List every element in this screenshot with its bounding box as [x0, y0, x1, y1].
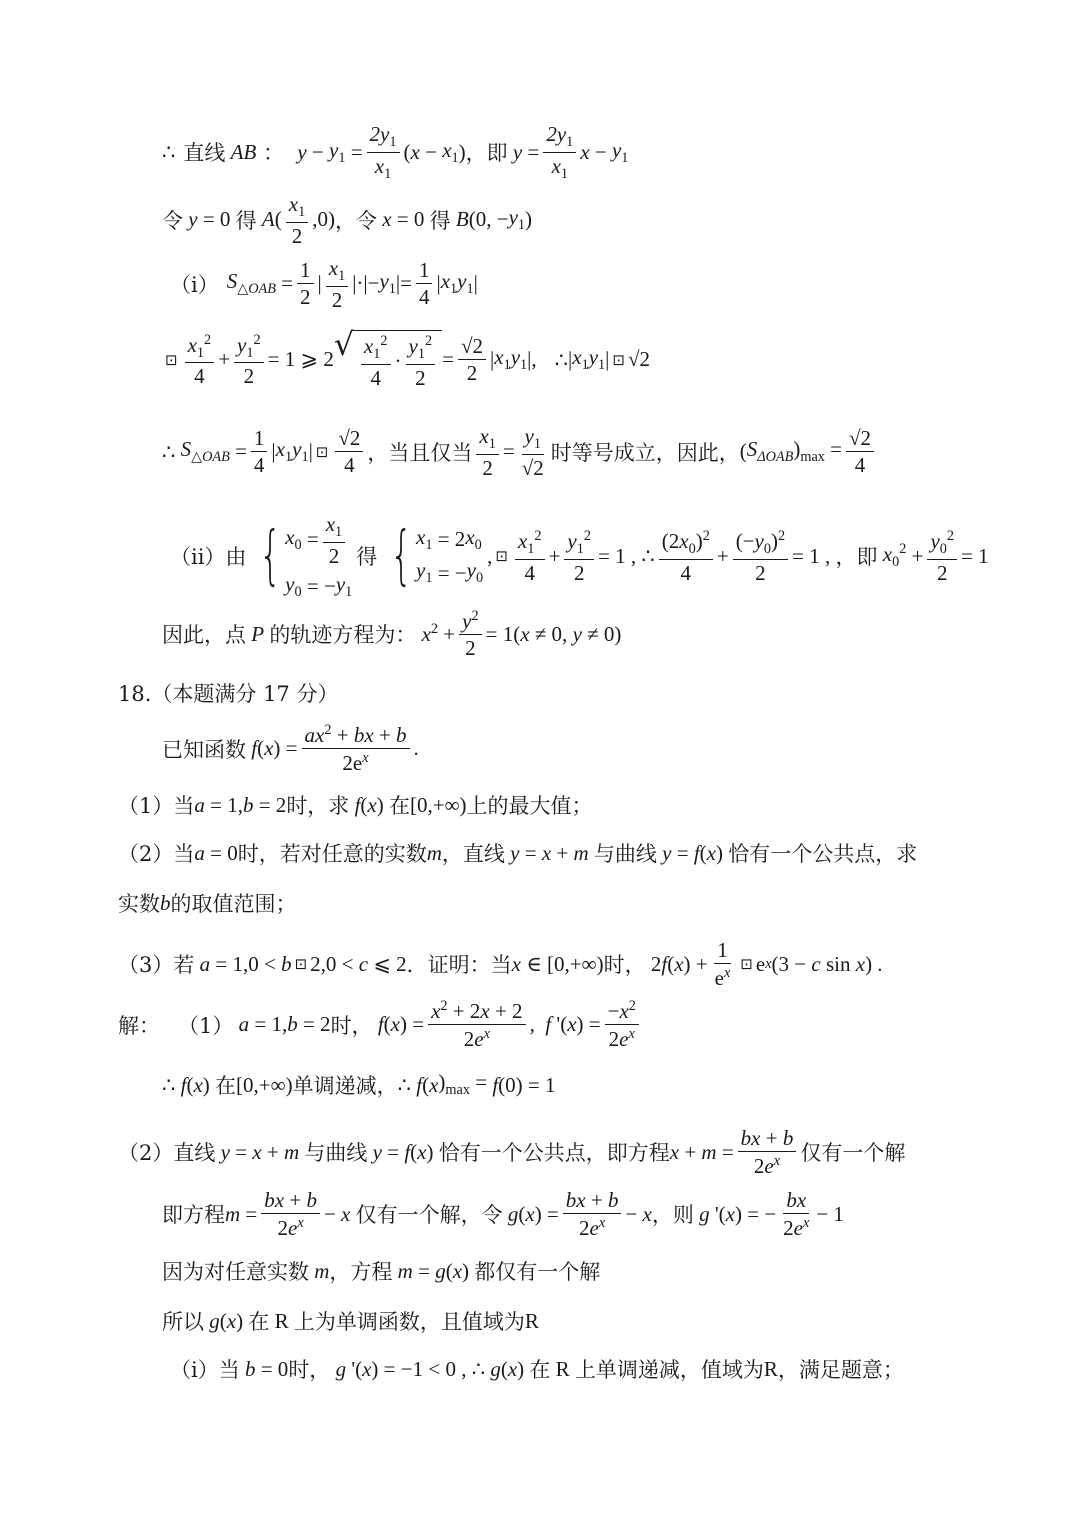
text-part-ii: （ii）由: [170, 545, 247, 570]
text-locus: 的轨迹方程为：: [269, 623, 417, 648]
text-solution: 因为对任意实数: [162, 1260, 309, 1284]
text-hence: 因此，点: [162, 623, 246, 648]
text-solution: 与曲线: [304, 1141, 368, 1166]
text-part2: （2）当: [118, 842, 195, 866]
real-set-symbol: R: [274, 1308, 289, 1333]
text-part2: ，直线: [441, 842, 505, 866]
text-solution: 即方程: [162, 1203, 225, 1228]
solution-part-2-reason: 因为对任意实数 m ，方程 m = g ( x ) 都仅有一个解: [162, 1256, 600, 1286]
text-solution: ，则: [651, 1203, 694, 1228]
text-part2: 实数: [118, 892, 160, 916]
text-solution: （2）直线: [118, 1141, 216, 1166]
question-18-heading: [118, 678, 338, 708]
unrendered-glyph: ⊡: [495, 547, 508, 566]
text-solution: 恰有一个公共点，即方程: [438, 1141, 670, 1166]
text-in: 在: [529, 1358, 551, 1382]
line-intercepts: 令 y = 0 得 A ( $\frac{x_1}{2}$ ,0) ， 令 x = 0 得 B (0, − $y_1$ ): [162, 192, 533, 248]
text-let: 令: [162, 208, 183, 233]
text-part1: 上的最大值；: [466, 794, 593, 818]
question-18-part-1: （1）当 a = 1, b = 2 时，求 f ( x ) 在 [0,+∞) 上的最大值；: [118, 790, 593, 820]
solution-part-2-case-i: （i）当 b = 0 时， g '( x ) = −1 < 0 , ∴ g ( x ) 在 R 上单调递减，值域为 R ，满足题意；: [170, 1354, 904, 1384]
question-18-part-2-cont: 实数 b 的取值范围；: [118, 888, 297, 918]
text-solution: 单调递减，: [292, 1074, 398, 1098]
text-equality-holds: 时等号成立，因此，: [550, 440, 740, 465]
heading-text: 18.（本题满分 17 分）: [118, 682, 339, 706]
text-given: 已知函数: [162, 737, 246, 762]
text-ie: ，即: [465, 141, 508, 166]
text-solution: 仅有一个解，令: [355, 1203, 503, 1228]
real-set-symbol: R: [763, 1356, 778, 1381]
line-area-i: （i） $S_{\triangle OAB}$ = $\frac{1}{2}$ | $\frac{x_1}{2}$ |·|− $y_1$ |= $\frac{1}{4}$ | $x_1y_1$ |: [170, 256, 478, 312]
text-ie: ，即: [835, 545, 878, 570]
text-part1: 时，求: [286, 794, 350, 818]
text-part1: （1）当: [118, 794, 195, 818]
text-solution: 解：: [118, 1013, 160, 1038]
line-am-gm: ⊡ $\frac{x_1^2}{4}$ + $\frac{y_1^2}{2}$ = 1 ⩾ 2 √ $\frac{x_1^2}{4}$ · $\frac{y_1^2}{2}$ = $\frac{√2}{2}$ | $x_1y_1$ | , ∴ | $x_1y_1$ | ⊡ √2: [165, 327, 650, 390]
real-set-symbol: R: [555, 1356, 570, 1381]
text-solution: ，满足题意；: [777, 1358, 904, 1382]
therefore-symbol: ∴: [162, 439, 176, 464]
text-solution: 都仅有一个解: [474, 1260, 601, 1284]
solution-part-1-result: ∴ f ( x ) 在 [0,+∞) 单调递减， ∴ f ( x )$_{max}$ = f (0) = 1: [162, 1070, 556, 1099]
text-part3: 时，: [603, 953, 646, 978]
text-get: 得: [429, 208, 451, 233]
text-part2: 的取值范围；: [170, 892, 297, 916]
unrendered-glyph: ⊡: [740, 955, 753, 974]
text-in: 在: [248, 1310, 270, 1334]
text-solution: ，方程: [329, 1260, 393, 1284]
text-equal-when: ，当且仅当: [367, 440, 473, 465]
solution-part-2: （2）直线 y = x + m 与曲线 y = f ( x ) 恰有一个公共点，即方程 x + m = $\frac{bx + b}{2e^x}$ 仅有一个解: [118, 1126, 906, 1179]
real-set-symbol: R: [524, 1308, 539, 1333]
text-part2: 与曲线: [593, 842, 657, 866]
text-solution: 所以: [162, 1310, 204, 1334]
text-solution: 上为单调函数，且值域为: [293, 1310, 525, 1334]
unrendered-glyph: ⊡: [315, 442, 329, 461]
text-get: 得: [235, 208, 257, 233]
therefore-symbol: ∴: [162, 1073, 176, 1097]
therefore-symbol: ∴: [554, 347, 569, 372]
therefore-symbol: ∴: [471, 1357, 486, 1381]
text-get: 得: [356, 545, 378, 570]
line-area-max: ∴ $S_{\triangle OAB}$ = $\frac{1}{4}$ | $x_1y_1$ | ⊡ $\frac{√2}{4}$ ，当且仅当 $\frac{x_1}{2}$ = $\frac{y_1}{√2}$ 时等号成立，因此， ( $S_{\Delta OAB}$ )$_{max}$ = $\frac{√2}{4}$: [162, 424, 878, 480]
question-18-part-2: （2）当 a = 0 时，若对任意的实数 m ，直线 y = x + m 与曲线 y = f ( x ) 恰有一个公共点，求: [118, 838, 917, 868]
text-comma: ，: [334, 208, 356, 233]
text-solution: （1）: [178, 1013, 234, 1038]
solution-part-2-monotone: 所以 g ( x ) 在 R 上为单调函数，且值域为 R: [162, 1306, 539, 1336]
question-18-function: 已知函数 f ( x ) = $\frac{ax^2 + bx + b}{2e^x}$ .: [162, 722, 419, 776]
text-solution: （i）当: [170, 1358, 240, 1382]
text-solution: 时，: [330, 1013, 373, 1038]
text-solution: 仅有一个解: [800, 1141, 906, 1166]
text-line: 直线: [183, 141, 226, 166]
text-solution: 时，: [288, 1358, 331, 1382]
line-ab-equation: ∴ 直线 AB ： y − $y_1$ = $\frac{2y_1}{x_1}$ ( x − $x_1$ ) ，即 y = $\frac{2y_1}{x_1}$ x − $y_1$: [162, 122, 629, 182]
unrendered-glyph: ⊡: [612, 350, 625, 369]
solution-part-1: 解： （1） a = 1, b = 2 时， f ( x ) = $\frac{x^2 + 2x + 2}{2e^x}$ , f '( x ) = $\frac{-x^2}{2e^x}$: [118, 998, 643, 1051]
therefore-symbol: ∴: [641, 544, 655, 569]
text-part1: 在: [388, 794, 410, 818]
line-substitution: （ii）由 { $x_0$ = $\frac{x_1}{2}$ $y_0$ = − $y_1$ 得 { $x_1$ = 2 $x_0$ $y_1$ = − $y_0$ , ⊡ $\frac{x_1^2}{4}$ + $\frac{y_1^2}{2}$ = 1 , ∴ $\frac{(2x_0)^2}{4}$ + $\frac{(-y_0)^2}{2}$ = 1 , ，即 $x_0^2$ + $\frac{y_0^2}{2}$ = 1: [170, 512, 989, 600]
line-locus: 因此，点 P 的轨迹方程为： $x^2$ + $\frac{y^2}{2}$ = 1( x ≠ 0, y ≠ 0): [162, 608, 622, 661]
unrendered-glyph: ⊡: [165, 350, 178, 369]
question-18-part-3: （3）若 a = 1,0 < b ⊡ 2,0 < c ⩽ 2 ．证明：当 x ∈ [0,+∞) 时， 2 f ( x ) + $\frac{1}{e^x}$ ⊡ e x (3 − c sin x ) .: [118, 938, 883, 991]
text-in: 在: [215, 1074, 237, 1098]
therefore-symbol: ∴: [397, 1073, 411, 1097]
solution-part-2-g: 即方程 m = $\frac{bx + b}{2e^x}$ − x 仅有一个解，令 g ( x ) = $\frac{bx + b}{2e^x}$ − x ，则 g '( x ) = − $\frac{bx}{2e^x}$ − 1: [162, 1188, 844, 1241]
text-part-i: （i）: [170, 272, 219, 297]
text-part3: （3）若: [118, 953, 195, 978]
text-part3: ．证明：当: [406, 953, 512, 978]
therefore-symbol: ∴: [162, 140, 176, 165]
text-let: 令: [355, 208, 377, 233]
text-part2: 恰有一个公共点，求: [728, 842, 918, 866]
text-solution: 上单调递减，值域为: [574, 1358, 764, 1382]
text-part2: 时，若对任意的实数: [237, 842, 427, 866]
unrendered-glyph: ⊡: [294, 955, 308, 974]
